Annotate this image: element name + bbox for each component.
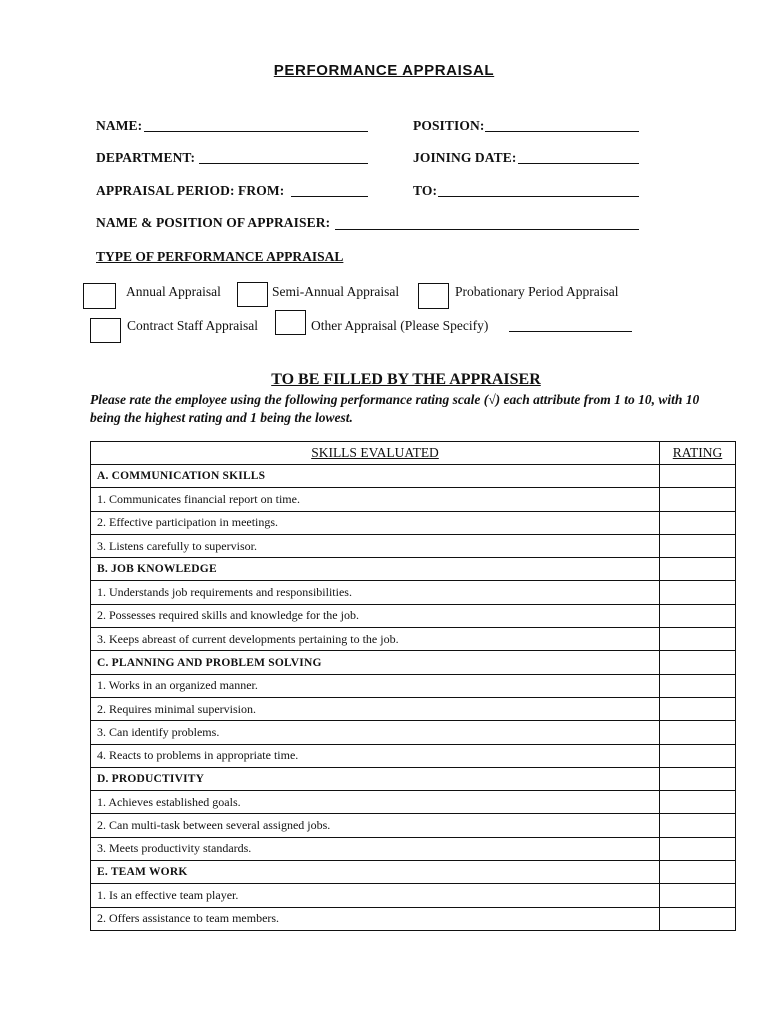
semi-annual-appraisal-label: Semi-Annual Appraisal: [272, 284, 400, 299]
table-row: [91, 488, 736, 511]
contract-staff-appraisal-checkbox[interactable]: [90, 318, 121, 343]
skills-header: SKILLS EVALUATED: [91, 442, 660, 465]
department-field[interactable]: [199, 163, 368, 164]
rating-cell: [660, 861, 736, 884]
skill-label: 1. Achieves established goals.: [91, 791, 660, 814]
category-label: B. JOB KNOWLEDGE: [91, 558, 660, 581]
skill-label: 1. Understands job requirements and responsibilities.: [91, 581, 660, 604]
skills-table: [90, 441, 736, 931]
skill-label: 2. Offers assistance to team members.: [91, 907, 660, 930]
category-row: [91, 861, 736, 884]
skill-label: 1. Works in an organized manner.: [91, 674, 660, 697]
annual-appraisal-label: Annual Appraisal: [126, 284, 221, 299]
rating-cell[interactable]: [660, 604, 736, 627]
table-row: [91, 907, 736, 930]
rating-cell[interactable]: [660, 791, 736, 814]
appraiser-label: NAME & POSITION OF APPRAISER:: [96, 215, 331, 230]
rating-instructions: Please rate the employee using the following performance rating scale (√) each attribute from 1 to 10, with 10 being the highest rating and 1 being the lowest.: [90, 392, 700, 425]
period-from-field[interactable]: [291, 196, 368, 197]
rating-cell[interactable]: [660, 674, 736, 697]
rating-cell[interactable]: [660, 907, 736, 930]
skill-label: 1. Communicates financial report on time.: [91, 488, 660, 511]
table-row: [91, 814, 736, 837]
semi-annual-appraisal-checkbox[interactable]: [237, 282, 268, 307]
skill-label: 2. Requires minimal supervision.: [91, 697, 660, 720]
table-row: [91, 791, 736, 814]
table-row: [91, 744, 736, 767]
appraiser-field[interactable]: [335, 229, 639, 230]
other-appraisal-label: Other Appraisal (Please Specify): [311, 318, 489, 333]
rating-cell[interactable]: [660, 581, 736, 604]
probationary-appraisal-label: Probationary Period Appraisal: [455, 284, 619, 299]
table-row: [91, 604, 736, 627]
other-appraisal-specify-field[interactable]: [509, 331, 632, 332]
period-to-label: TO:: [413, 183, 438, 198]
rating-cell[interactable]: [660, 814, 736, 837]
rating-cell[interactable]: [660, 628, 736, 651]
skill-label: 3. Can identify problems.: [91, 721, 660, 744]
category-row: [91, 767, 736, 790]
probationary-appraisal-checkbox[interactable]: [418, 283, 449, 309]
skill-label: 2. Effective participation in meetings.: [91, 511, 660, 534]
skill-label: 4. Reacts to problems in appropriate time.: [91, 744, 660, 767]
rating-cell: [660, 651, 736, 674]
contract-staff-appraisal-label: Contract Staff Appraisal: [127, 318, 258, 333]
period-to-field[interactable]: [438, 196, 639, 197]
name-label: NAME:: [96, 118, 143, 133]
rating-cell[interactable]: [660, 488, 736, 511]
rating-cell[interactable]: [660, 837, 736, 860]
table-row: [91, 697, 736, 720]
rating-cell[interactable]: [660, 884, 736, 907]
position-label: POSITION:: [413, 118, 485, 133]
category-label: A. COMMUNICATION SKILLS: [91, 465, 660, 488]
section-title: TO BE FILLED BY THE APPRAISER: [271, 371, 541, 388]
skill-label: 2. Can multi-task between several assigned jobs.: [91, 814, 660, 837]
appraisal-type-heading: TYPE OF PERFORMANCE APPRAISAL: [96, 249, 344, 264]
rating-header: RATING: [660, 442, 736, 465]
table-row: [91, 628, 736, 651]
skill-label: 3. Meets productivity standards.: [91, 837, 660, 860]
table-row: [91, 511, 736, 534]
category-row: [91, 651, 736, 674]
rating-cell[interactable]: [660, 511, 736, 534]
table-row: [91, 721, 736, 744]
rating-cell[interactable]: [660, 534, 736, 557]
rating-cell: [660, 767, 736, 790]
rating-cell: [660, 465, 736, 488]
table-row: [91, 884, 736, 907]
department-label: DEPARTMENT:: [96, 150, 196, 165]
skill-label: 3. Keeps abreast of current developments pertaining to the job.: [91, 628, 660, 651]
rating-cell[interactable]: [660, 721, 736, 744]
position-field[interactable]: [485, 131, 639, 132]
rating-cell: [660, 558, 736, 581]
skill-label: 1. Is an effective team player.: [91, 884, 660, 907]
period-from-label: APPRAISAL PERIOD: FROM:: [96, 183, 285, 198]
category-label: D. PRODUCTIVITY: [91, 767, 660, 790]
joining-date-label: JOINING DATE:: [413, 150, 517, 165]
category-row: [91, 465, 736, 488]
category-label: E. TEAM WORK: [91, 861, 660, 884]
joining-date-field[interactable]: [518, 163, 639, 164]
name-field[interactable]: [144, 131, 368, 132]
table-row: [91, 534, 736, 557]
category-label: C. PLANNING AND PROBLEM SOLVING: [91, 651, 660, 674]
rating-cell[interactable]: [660, 697, 736, 720]
other-appraisal-checkbox[interactable]: [275, 310, 306, 335]
annual-appraisal-checkbox[interactable]: [83, 283, 116, 309]
form-title: PERFORMANCE APPRAISAL: [273, 62, 495, 79]
table-row: [91, 837, 736, 860]
category-row: [91, 558, 736, 581]
table-row: [91, 674, 736, 697]
table-row: [91, 581, 736, 604]
skill-label: 3. Listens carefully to supervisor.: [91, 534, 660, 557]
rating-cell[interactable]: [660, 744, 736, 767]
skill-label: 2. Possesses required skills and knowledge for the job.: [91, 604, 660, 627]
